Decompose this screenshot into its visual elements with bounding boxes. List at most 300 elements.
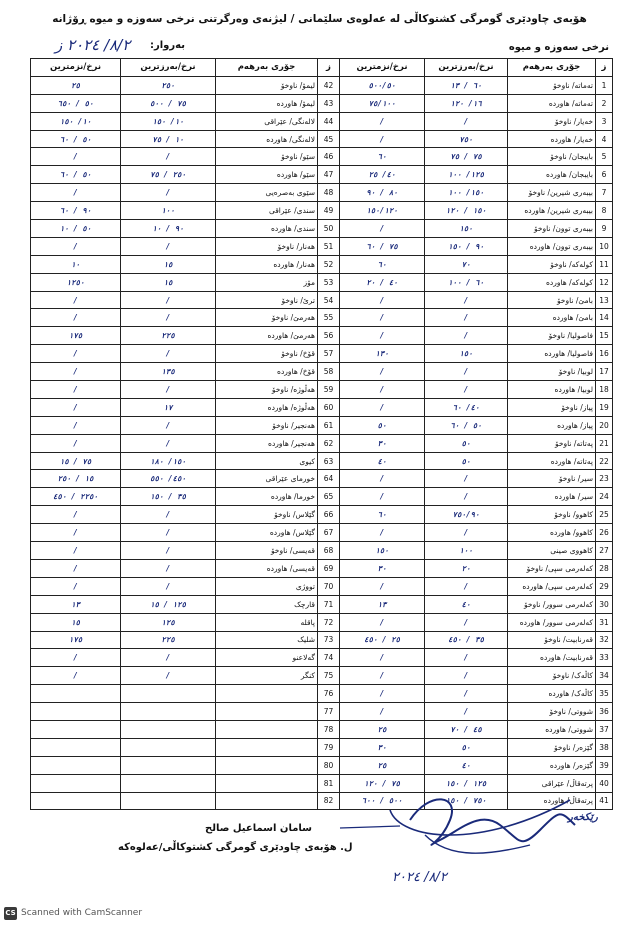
row-number: 80 — [318, 756, 340, 774]
row-number: 55 — [318, 309, 340, 327]
table-row — [31, 76, 340, 94]
max-price-value: / — [121, 434, 216, 452]
min-price-value: / — [31, 345, 121, 363]
min-price-value: / — [31, 524, 121, 542]
column-header-product: جۆری بەرهەم — [216, 59, 318, 77]
product-name: لوبیا/ ناوخۆ — [508, 363, 596, 381]
max-price-value: / — [425, 613, 508, 631]
row-number: 76 — [318, 685, 340, 703]
row-number: 17 — [596, 363, 613, 381]
max-price-value — [121, 774, 216, 792]
row-number: 35 — [596, 685, 613, 703]
row-number: 37 — [596, 720, 613, 738]
max-price-value: ١٥٠ — [425, 220, 508, 238]
product-name: کاهوو/ ناوخۆ — [508, 506, 596, 524]
min-price-value: ١٥ / ٢٥٠ — [31, 470, 121, 488]
min-price-value: ٩٠ / ٦٠ — [31, 202, 121, 220]
row-number: 3 — [596, 112, 613, 130]
max-price-value — [121, 703, 216, 721]
max-price-value: ١٠ / ٧٥ — [121, 130, 216, 148]
row-number: 54 — [318, 291, 340, 309]
table-row — [31, 613, 340, 631]
row-number: 2 — [596, 94, 613, 112]
product-name: فاصولیا/ ناوخۆ — [508, 327, 596, 345]
table-row — [340, 506, 613, 524]
table-row — [340, 130, 613, 148]
min-price-value: / — [340, 667, 425, 685]
table-row — [31, 202, 340, 220]
max-price-value: / — [121, 345, 216, 363]
product-name: لیمۆ/ هاوردە — [216, 94, 318, 112]
min-price-value: / — [31, 363, 121, 381]
min-price-value: / — [31, 381, 121, 399]
table-row — [31, 184, 340, 202]
price-table-right — [339, 58, 613, 810]
row-number: 11 — [596, 255, 613, 273]
row-number: 34 — [596, 667, 613, 685]
row-number: 82 — [318, 792, 340, 810]
max-price-value: ١٧ — [121, 398, 216, 416]
product-name: سیر/ هاوردە — [508, 488, 596, 506]
table-row — [31, 738, 340, 756]
row-number: 33 — [596, 649, 613, 667]
product-name — [216, 756, 318, 774]
row-number: 53 — [318, 273, 340, 291]
product-name: خەیار/ هاوردە — [508, 130, 596, 148]
product-name: خورمای عێراقی — [216, 470, 318, 488]
table-row — [31, 363, 340, 381]
min-price-value: ٢٥ — [340, 720, 425, 738]
row-number: 65 — [318, 488, 340, 506]
max-price-value: / — [425, 488, 508, 506]
max-price-value: ٧٥٠ — [425, 130, 508, 148]
table-row — [340, 559, 613, 577]
max-price-value: / — [425, 577, 508, 595]
max-price-value: ١٥ — [121, 273, 216, 291]
row-number: 70 — [318, 577, 340, 595]
product-name: بیبەری شیرین/ هاوردە — [508, 202, 596, 220]
max-price-value: / — [425, 649, 508, 667]
table-row — [340, 255, 613, 273]
max-price-value: ١٢٥ — [121, 613, 216, 631]
min-price-value: ١٥ — [31, 613, 121, 631]
product-name: بایبجان/ هاوردە — [508, 166, 596, 184]
max-price-value: / — [121, 291, 216, 309]
row-number: 5 — [596, 148, 613, 166]
max-price-value: ٢٥٠ — [121, 76, 216, 94]
product-name — [216, 720, 318, 738]
product-name: تووژی — [216, 577, 318, 595]
min-price-value: ٦٠ — [340, 255, 425, 273]
max-price-value: ٩٠ / ١٠ — [121, 220, 216, 238]
table-row — [340, 738, 613, 756]
camscanner-logo-icon: CS — [4, 907, 17, 920]
product-name: کولەکە/ ناوخۆ — [508, 255, 596, 273]
row-number: 47 — [318, 166, 340, 184]
product-name: گەلاعنو — [216, 649, 318, 667]
product-name: بیبەری توون/ هاوردە — [508, 237, 596, 255]
row-number: 12 — [596, 273, 613, 291]
product-name: کەلەرمی سپی/ ناوخۆ — [508, 559, 596, 577]
signature-date: ٨/٢/ ٢٠٢٤ — [392, 870, 447, 885]
table-row — [340, 273, 613, 291]
max-price-value: ١٢٥/ ١٠٠ — [425, 166, 508, 184]
max-price-value: ٧٥ / ٥٠٠ — [121, 94, 216, 112]
max-price-value: / — [121, 577, 216, 595]
table-row — [340, 667, 613, 685]
min-price-value: ٤٠ / ٢٠ — [340, 273, 425, 291]
table-row — [340, 327, 613, 345]
product-name: بیبەری توون/ ناوخۆ — [508, 220, 596, 238]
product-name: ترێ/ ناوخۆ — [216, 291, 318, 309]
table-row — [31, 542, 340, 560]
min-price-value: ١٥٠ — [340, 542, 425, 560]
row-number: 64 — [318, 470, 340, 488]
max-price-value: / — [425, 112, 508, 130]
max-price-value: ٤٠ — [425, 756, 508, 774]
table-row — [340, 595, 613, 613]
max-price-value: ٦٠ / ١٠٠ — [425, 273, 508, 291]
row-number: 42 — [318, 76, 340, 94]
max-price-value: ٩٠ / ١٥٠ — [425, 237, 508, 255]
row-number: 50 — [318, 220, 340, 238]
max-price-value: ٢٢٥ — [121, 631, 216, 649]
product-name: بایبجان/ ناوخۆ — [508, 148, 596, 166]
row-number: 14 — [596, 309, 613, 327]
max-price-value: / — [425, 685, 508, 703]
product-name: کاڵەک/ هاوردە — [508, 685, 596, 703]
min-price-value: ١٠ — [31, 255, 121, 273]
table-row — [31, 416, 340, 434]
table-row — [31, 792, 340, 810]
product-name: هەرمێ/ ناوخۆ — [216, 309, 318, 327]
max-price-value: ١٥٠/ ١٠٠ — [425, 184, 508, 202]
table-row — [31, 774, 340, 792]
product-name: تەماتە/ ناوخۆ — [508, 76, 596, 94]
min-price-value: / — [340, 130, 425, 148]
min-price-value: ٥٠٠/٥٠ — [340, 76, 425, 94]
max-price-value — [121, 756, 216, 774]
min-price-value: / — [340, 577, 425, 595]
min-price-value: / — [31, 559, 121, 577]
row-number: 79 — [318, 738, 340, 756]
row-number: 77 — [318, 703, 340, 721]
max-price-value: ٥٠ / ٦٠ — [425, 416, 508, 434]
max-price-value: ٢٥٠ / ٧٥ — [121, 166, 216, 184]
min-price-value: / — [340, 649, 425, 667]
table-row — [340, 542, 613, 560]
product-name: پەتاتە/ هاوردە — [508, 452, 596, 470]
min-price-value: / — [340, 398, 425, 416]
row-number: 75 — [318, 667, 340, 685]
table-row — [31, 112, 340, 130]
max-price-value: ٤٠ — [425, 595, 508, 613]
product-name: پیاز/ هاوردە — [508, 416, 596, 434]
min-price-value: ١٣٠ — [340, 345, 425, 363]
row-number: 59 — [318, 381, 340, 399]
table-row — [340, 613, 613, 631]
min-price-value: / — [340, 220, 425, 238]
max-price-value: ١٥٠ — [425, 345, 508, 363]
table-row — [340, 434, 613, 452]
max-price-value: ٢٢٥ — [121, 327, 216, 345]
max-price-value: / — [425, 667, 508, 685]
product-name: قەیسی/ ناوخۆ — [216, 542, 318, 560]
max-price-value: ١٢٥ / ١٥٠ — [425, 774, 508, 792]
min-price-value: / — [31, 148, 121, 166]
max-price-value: ٧٥٠ / ١٥٠ — [425, 792, 508, 810]
product-name — [216, 792, 318, 810]
product-name: قۆخ/ ناوخۆ — [216, 345, 318, 363]
table-row — [31, 703, 340, 721]
min-price-value: ٧٥ / ١٥ — [31, 452, 121, 470]
product-name: هەنار/ هاوردە — [216, 255, 318, 273]
row-number: 49 — [318, 202, 340, 220]
table-row — [31, 720, 340, 738]
product-name: خورما/ هاوردە — [216, 488, 318, 506]
min-price-value: ١٣ — [340, 595, 425, 613]
product-name — [216, 685, 318, 703]
min-price-value: / — [31, 434, 121, 452]
row-number: 23 — [596, 470, 613, 488]
row-number: 7 — [596, 184, 613, 202]
min-price-value: ٧٥/١٠٠ — [340, 94, 425, 112]
column-header-number: ز — [318, 59, 340, 77]
product-name: هەنجیر/ ناوخۆ — [216, 416, 318, 434]
product-name — [216, 774, 318, 792]
max-price-value: ١٥٠/ ١٨٠ — [121, 452, 216, 470]
min-price-value — [31, 720, 121, 738]
min-price-value: / — [340, 470, 425, 488]
product-name: هەڵوژە/ ناوخۆ — [216, 381, 318, 399]
table-row — [31, 559, 340, 577]
product-name: سندی/ عێراقی — [216, 202, 318, 220]
row-number: 71 — [318, 595, 340, 613]
min-price-value: / — [31, 184, 121, 202]
min-price-value: ٤٠ — [340, 452, 425, 470]
min-price-value — [31, 756, 121, 774]
table-row — [340, 76, 613, 94]
row-number: 63 — [318, 452, 340, 470]
min-price-value: ٥٠ / ١٠ — [31, 220, 121, 238]
max-price-value: / — [425, 381, 508, 399]
row-number: 8 — [596, 202, 613, 220]
min-price-value: ٢٢٥٠ / ٤٥٠ — [31, 488, 121, 506]
min-price-value: / — [31, 649, 121, 667]
table-row — [340, 756, 613, 774]
min-price-value: ٥٠ / ٦٥٠ — [31, 94, 121, 112]
max-price-value: ٢٠ — [425, 559, 508, 577]
table-row — [31, 649, 340, 667]
row-number: 4 — [596, 130, 613, 148]
min-price-value: ٥٠ / ٦٠ — [31, 166, 121, 184]
product-name: شلیک — [216, 631, 318, 649]
min-price-value: / — [340, 524, 425, 542]
max-price-value: / — [425, 291, 508, 309]
row-number: 6 — [596, 166, 613, 184]
row-number: 66 — [318, 506, 340, 524]
product-name: گێزەر/ ناوخۆ — [508, 738, 596, 756]
table-row — [31, 255, 340, 273]
min-price-value: ١٣ — [31, 595, 121, 613]
table-row — [340, 291, 613, 309]
table-row — [31, 685, 340, 703]
product-name: پرتەقاڵ/ هاوردە — [508, 792, 596, 810]
max-price-value: ١٠٠ — [121, 202, 216, 220]
price-table-left — [30, 58, 340, 810]
table-row — [31, 381, 340, 399]
column-header-product: جۆری بەرهەم — [508, 59, 596, 77]
product-name: کاهووی صینی — [508, 542, 596, 560]
section-title: نرخی سەوزە و میوە — [508, 42, 609, 53]
row-number: 36 — [596, 703, 613, 721]
row-number: 15 — [596, 327, 613, 345]
max-price-value: / — [121, 506, 216, 524]
table-row — [31, 631, 340, 649]
row-number: 13 — [596, 291, 613, 309]
max-price-value: ١٠٠ — [425, 542, 508, 560]
max-price-value: / — [121, 184, 216, 202]
product-name: لیمۆ/ ناوخۆ — [216, 76, 318, 94]
min-price-value: / — [31, 237, 121, 255]
product-name — [216, 738, 318, 756]
min-price-value: / — [340, 685, 425, 703]
product-name: قەرنابیت/ هاوردە — [508, 649, 596, 667]
row-number: 57 — [318, 345, 340, 363]
max-price-value — [121, 720, 216, 738]
table-row — [340, 237, 613, 255]
row-number: 56 — [318, 327, 340, 345]
table-row — [31, 756, 340, 774]
table-row — [31, 506, 340, 524]
max-price-value: ١٠/ ١٥٠ — [121, 112, 216, 130]
table-row — [340, 631, 613, 649]
min-price-value: / — [340, 488, 425, 506]
max-price-value: / — [425, 470, 508, 488]
table-row — [340, 148, 613, 166]
table-row — [340, 220, 613, 238]
row-number: 43 — [318, 94, 340, 112]
product-name: مۆز — [216, 273, 318, 291]
max-price-value: / — [121, 542, 216, 560]
table-row — [31, 237, 340, 255]
table-row — [340, 94, 613, 112]
row-number: 22 — [596, 452, 613, 470]
product-name: پاقلە — [216, 613, 318, 631]
row-number: 62 — [318, 434, 340, 452]
min-price-value: / — [31, 309, 121, 327]
min-price-value: ٨٠ / ٩٠ — [340, 184, 425, 202]
row-number: 30 — [596, 595, 613, 613]
column-header-max-price: نرخ/بەرزترین — [121, 59, 216, 77]
min-price-value — [31, 792, 121, 810]
column-header-min-price: نرخ/نزمترین — [31, 59, 121, 77]
min-price-value: ٥٠ / ٦٠ — [31, 130, 121, 148]
product-name: سێو/ ناوخۆ — [216, 148, 318, 166]
row-number: 67 — [318, 524, 340, 542]
table-row — [340, 381, 613, 399]
max-price-value: ١٥٠ / ١٢٠ — [425, 202, 508, 220]
product-name: لوبیا/ هاوردە — [508, 381, 596, 399]
min-price-value: ٧٥ / ١٢٠ — [340, 774, 425, 792]
row-number: 10 — [596, 237, 613, 255]
table-row — [31, 273, 340, 291]
min-price-value: ٥٠ — [340, 416, 425, 434]
product-name: کەلەرمی سپی/ هاوردە — [508, 577, 596, 595]
min-price-value: ٣٠ — [340, 738, 425, 756]
date-value: ٨/٢/ ٢٠٢٤ ز — [55, 36, 131, 54]
min-price-value: / — [340, 291, 425, 309]
row-number: 19 — [596, 398, 613, 416]
min-price-value — [31, 738, 121, 756]
min-price-value: ٣٠ — [340, 434, 425, 452]
table-row — [340, 470, 613, 488]
product-name: کنگر — [216, 667, 318, 685]
max-price-value: / — [121, 559, 216, 577]
max-price-value: / — [121, 416, 216, 434]
product-name: بیبەری شیرین/ ناوخۆ — [508, 184, 596, 202]
product-name: تەماتە/ هاوردە — [508, 94, 596, 112]
min-price-value: ٦٠ — [340, 148, 425, 166]
max-price-value: / — [121, 524, 216, 542]
product-name: بامێ/ ناوخۆ — [508, 291, 596, 309]
product-name: لالەنگی/ عێراقی — [216, 112, 318, 130]
table-row — [340, 649, 613, 667]
max-price-value — [121, 685, 216, 703]
product-name: پیاز/ ناوخۆ — [508, 398, 596, 416]
signatory-role: ل. هۆبەی چاودێری گومرگی کشتوکاڵی/عەلوەکە — [118, 842, 353, 853]
min-price-value: ٢٥ / ٤٥٠ — [340, 631, 425, 649]
table-row — [31, 130, 340, 148]
min-price-value: / — [31, 416, 121, 434]
product-name: سێو/ هاوردە — [216, 166, 318, 184]
max-price-value: / — [121, 667, 216, 685]
row-number: 58 — [318, 363, 340, 381]
min-price-value: ١٢٥٠ — [31, 273, 121, 291]
product-name: کاهوو/ هاوردە — [508, 524, 596, 542]
max-price-value: ٥٠ — [425, 452, 508, 470]
row-number: 68 — [318, 542, 340, 560]
row-number: 46 — [318, 148, 340, 166]
table-row — [340, 398, 613, 416]
max-price-value: ١٦/ ١٢٠ — [425, 94, 508, 112]
row-number: 25 — [596, 506, 613, 524]
table-row — [31, 524, 340, 542]
min-price-value: ٦٠ — [340, 506, 425, 524]
table-row — [31, 434, 340, 452]
product-name: گێلاس/ هاوردە — [216, 524, 318, 542]
max-price-value: ٧٠ — [425, 255, 508, 273]
column-header-min-price: نرخ/نزمترین — [340, 59, 425, 77]
max-price-value: ٤٥٠/ ٥٥٠ — [121, 470, 216, 488]
max-price-value: ٤٠/ ٦٠ — [425, 398, 508, 416]
row-number: 29 — [596, 577, 613, 595]
row-number: 48 — [318, 184, 340, 202]
product-name: بامێ/ هاوردە — [508, 309, 596, 327]
row-number: 28 — [596, 559, 613, 577]
product-name: قۆخ/ هاوردە — [216, 363, 318, 381]
product-name: هەنار/ ناوخۆ — [216, 237, 318, 255]
min-price-value: / — [340, 309, 425, 327]
product-name: قەرنابیت/ ناوخۆ — [508, 631, 596, 649]
row-number: 73 — [318, 631, 340, 649]
row-number: 16 — [596, 345, 613, 363]
table-row — [31, 577, 340, 595]
max-price-value: ٦٠ / ١٣ — [425, 76, 508, 94]
row-number: 52 — [318, 255, 340, 273]
max-price-value — [121, 792, 216, 810]
product-name: گێزەر/ هاوردە — [508, 756, 596, 774]
